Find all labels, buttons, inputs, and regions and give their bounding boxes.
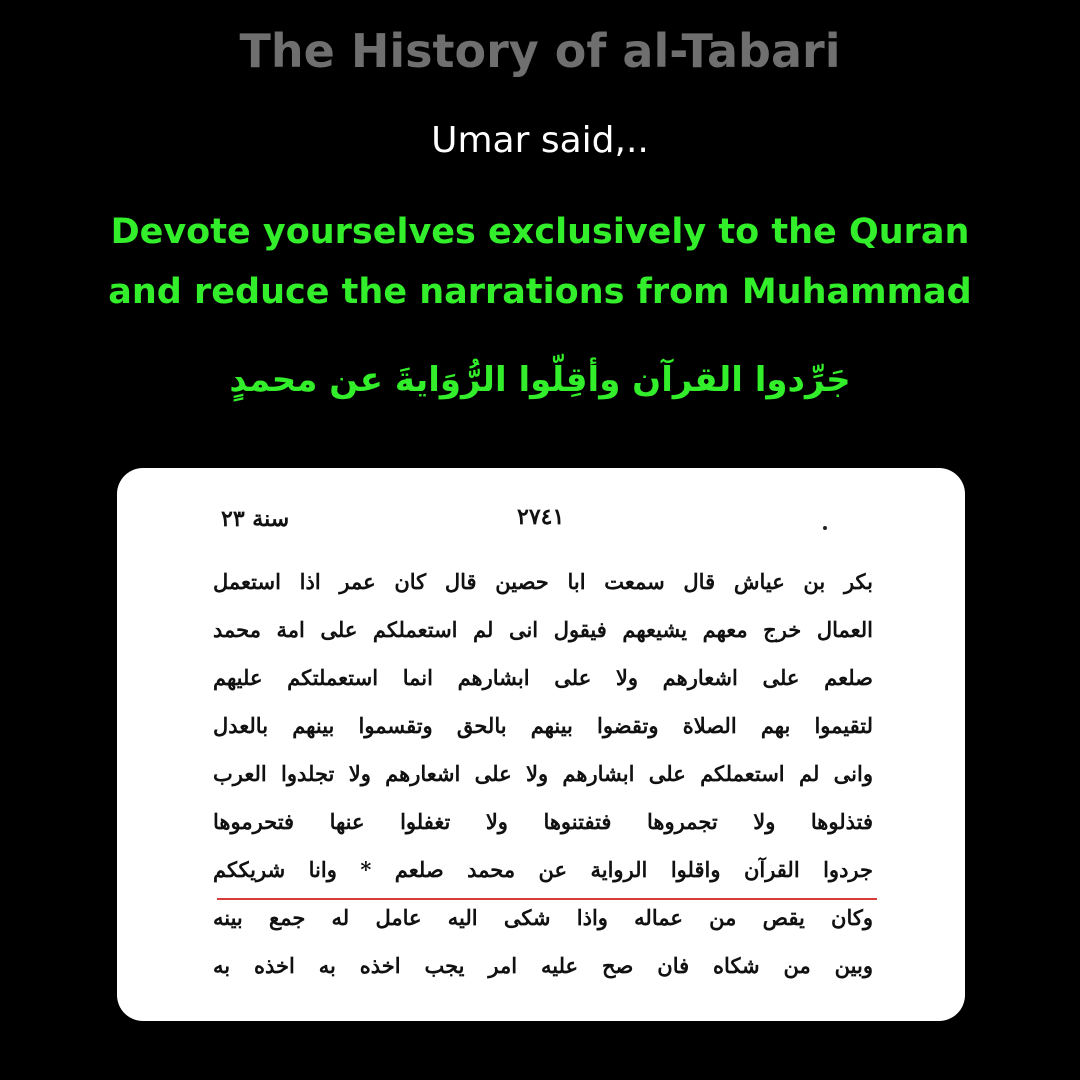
english-quote-line-2: and reduce the narrations from Muhammad: [108, 272, 972, 312]
scan-year-header: سنة ٢٣: [221, 506, 290, 532]
english-quote: [40, 202, 1040, 322]
scan-page-number: ٢٧٤١: [517, 504, 565, 530]
scan-line: وكان يقص من عماله واذا شكى اليه عامل له جمع بينه: [213, 905, 873, 930]
scan-line: فتذلوها ولا تجمروها فتفتنوها ولا تغفلوا عنها فتحرموها: [213, 809, 873, 834]
scan-line: بكر بن عياش قال سمعت ابا حصين قال كان عمر اذا استعمل: [213, 569, 873, 594]
scan-line: لتقيموا بهم الصلاة وتقضوا بينهم بالحق وتقسموا بينهم بالعدل: [213, 713, 873, 738]
scan-line: وانى لم استعملكم على ابشارهم ولا على اشعارهم ولا تجلدوا العرب: [213, 761, 873, 786]
scan-text-block: [213, 558, 873, 990]
highlight-underline: [217, 898, 877, 900]
scan-line: العمال خرج معهم يشيعهم فيقول انى لم استعملكم على امة محمد: [213, 617, 873, 642]
scan-dot-mark: [823, 526, 827, 530]
intro-text: Umar said,..: [431, 120, 649, 161]
english-quote-line-1: Devote yourselves exclusively to the Quran: [110, 212, 970, 252]
scan-line: وبين من شكاه فان صح عليه امر يجب اخذه به اخذه به: [213, 953, 873, 978]
scan-line-highlighted: جردوا القرآن واقلوا الرواية عن محمد صلعم * وانا شريككم: [213, 857, 873, 882]
page-title: The History of al-Tabari: [239, 24, 841, 78]
scan-line: صلعم على اشعارهم ولا على ابشارهم انما استعملتكم عليهم: [213, 665, 873, 690]
manuscript-scan: [117, 468, 965, 1021]
arabic-quote: جَرِّدوا القرآن وأقِلّوا الرُّوَايةَ عن محمدٍ: [229, 360, 851, 400]
